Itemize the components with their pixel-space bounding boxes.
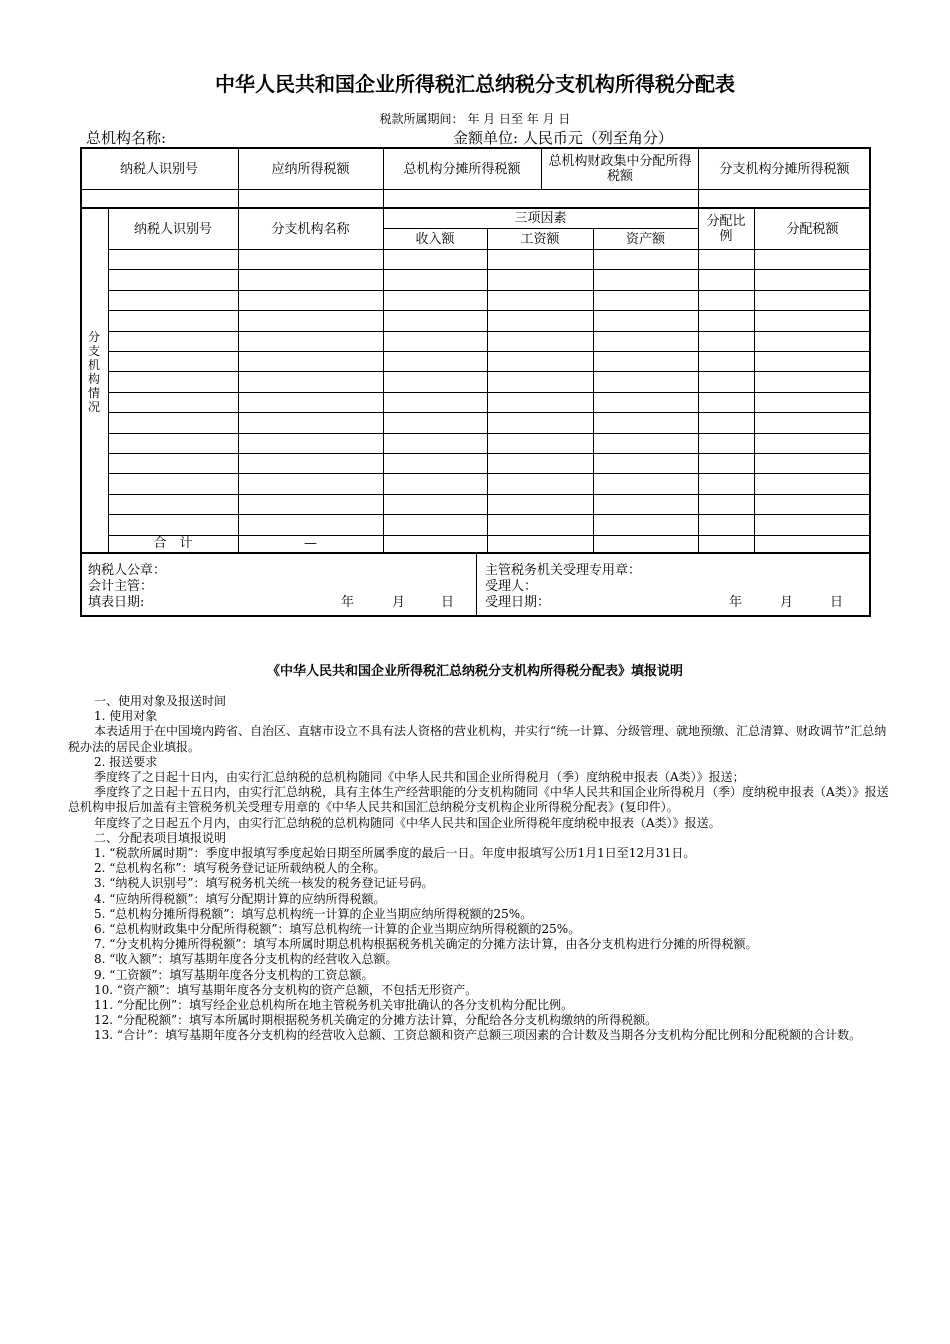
instruction-line: 8. “收入额”：填写基期年度各分支机构的经营收入总额。 [94, 952, 398, 967]
ratio-input[interactable] [698, 495, 754, 514]
tax-period-line: 税款所属期间： 年 月 日至 年 月 日 [379, 112, 571, 126]
branch-name-input[interactable] [238, 515, 383, 534]
assets-input[interactable] [593, 291, 698, 310]
revenue-input[interactable] [383, 454, 487, 473]
instruction-line: 12. “分配税额”：填写本所属时期根据税务机关确定的分摊方法计算，分配给各分支机构缴纳的所得税额。 [94, 1013, 658, 1028]
ratio-header: 分配比例 [706, 214, 746, 244]
ratio-input[interactable] [698, 454, 754, 473]
table-row-rule [108, 535, 871, 536]
assets-input[interactable] [593, 495, 698, 514]
instruction-line: 一、使用对象及报送时间 [94, 694, 227, 708]
wages-input[interactable] [487, 291, 593, 310]
wages-input[interactable] [487, 515, 593, 534]
instruction-line: 本表适用于在中国境内跨省、自治区、直辖市设立不具有法人资格的营业机构，并实行“统一计算、分级管理、就地预缴、汇总清算、财政调节”汇总纳税办法的居民企业填报。 [68, 724, 887, 754]
instruction-line: 3. “纳税人识别号”：填写税务机关统一核发的税务登记证号码。 [94, 876, 434, 891]
allocated-tax-input[interactable] [754, 291, 871, 310]
revenue-input[interactable] [383, 495, 487, 514]
assets-input[interactable] [593, 474, 698, 493]
assets-input[interactable] [593, 270, 698, 289]
assets-input[interactable] [593, 413, 698, 432]
ratio-input[interactable] [698, 413, 754, 432]
instruction-line: 1. 使用对象 [94, 709, 158, 724]
branch-tin-input[interactable] [108, 515, 238, 534]
wages-input[interactable] [487, 250, 593, 269]
receiver-label: 受理人： [485, 579, 538, 594]
ratio-input[interactable] [698, 250, 754, 269]
assets-input[interactable] [593, 434, 698, 453]
revenue-input[interactable] [383, 352, 487, 371]
ratio-input[interactable] [698, 332, 754, 351]
branch-name-input[interactable] [238, 454, 383, 473]
branch-name-input[interactable] [238, 474, 383, 493]
hq-tin-input[interactable] [80, 190, 238, 207]
ratio-input[interactable] [698, 372, 754, 391]
three-factors-header: 三项因素 [514, 211, 567, 226]
hq-shared-tax-header: 总机构分摊所得税额 [403, 161, 521, 177]
branch-name-input[interactable] [238, 413, 383, 432]
allocated-tax-input[interactable] [754, 454, 871, 473]
instruction-line: 9. “工资额”：填写基期年度各分支机构的工资总额。 [94, 967, 374, 982]
assets-input[interactable] [593, 372, 698, 391]
hq-central-tax-input[interactable] [541, 190, 698, 207]
ratio-input[interactable] [698, 291, 754, 310]
hq-tin-header: 纳税人识别号 [119, 161, 198, 177]
assets-input[interactable] [593, 393, 698, 412]
wages-input[interactable] [487, 352, 593, 371]
revenue-input[interactable] [383, 291, 487, 310]
branch-name-input[interactable] [238, 434, 383, 453]
ratio-input[interactable] [698, 352, 754, 371]
branch-tin-input[interactable] [108, 250, 238, 269]
revenue-input[interactable] [383, 332, 487, 351]
allocated-tax-input[interactable] [754, 250, 871, 269]
receive-date-day: 日 [830, 595, 844, 610]
wages-input[interactable] [487, 495, 593, 514]
branch-side-label: 分支机构情况 [87, 330, 100, 414]
revenue-input[interactable] [383, 250, 487, 269]
fill-date-day: 日 [441, 595, 455, 610]
revenue-input[interactable] [383, 434, 487, 453]
instruction-line: 年度终了之日起五个月内，由实行汇总纳税的总机构随同《中华人民共和国企业所得税年度纳税申报表（A类）》报送。 [94, 815, 721, 830]
branch-tin-input[interactable] [108, 413, 238, 432]
fill-date-label: 填表日期: [88, 595, 145, 610]
hq-payable-tax-input[interactable] [238, 190, 383, 207]
branch-tin-input[interactable] [108, 495, 238, 514]
branch-tin-input[interactable] [108, 311, 238, 330]
wages-input[interactable] [487, 393, 593, 412]
fill-date-month: 月 [392, 595, 406, 610]
wages-input[interactable] [487, 332, 593, 351]
assets-input[interactable] [593, 352, 698, 371]
branch-name-input[interactable] [238, 332, 383, 351]
branch-tin-header: 纳税人识别号 [133, 221, 212, 237]
revenue-input[interactable] [383, 393, 487, 412]
receive-date-label: 受理日期： [485, 595, 551, 610]
instruction-line: 11. “分配比例”：填写经企业总机构所在地主管税务机关审批确认的各分支机构分配比例。 [94, 998, 574, 1013]
branch-tin-input[interactable] [108, 352, 238, 371]
branch-shared-tax-header: 分支机构分摊所得税额 [719, 161, 850, 177]
allocated-tax-header: 分配税额 [786, 221, 839, 237]
wages-input[interactable] [487, 311, 593, 330]
fill-date-year: 年 [341, 595, 355, 610]
allocated-tax-input[interactable] [754, 413, 871, 432]
allocated-tax-input[interactable] [754, 270, 871, 289]
branch-tin-input[interactable] [108, 372, 238, 391]
assets-input[interactable] [593, 515, 698, 534]
allocated-tax-input[interactable] [754, 434, 871, 453]
hq-payable-tax-header: 应纳所得税额 [271, 161, 350, 177]
form-title: 中华人民共和国企业所得税汇总纳税分支机构所得税分配表 [215, 72, 735, 96]
instructions-title: 《中华人民共和国企业所得税汇总纳税分支机构所得税分配表》填报说明 [266, 664, 683, 679]
ratio-input[interactable] [698, 434, 754, 453]
ratio-input[interactable] [698, 515, 754, 534]
branch-name-input[interactable] [238, 250, 383, 269]
wages-input[interactable] [487, 270, 593, 289]
hq-name-label: 总机构名称: [86, 129, 167, 147]
tax-office-seal-label: 主管税务机关受理专用章： [485, 563, 642, 578]
branch-name-input[interactable] [238, 372, 383, 391]
table-rule [541, 147, 542, 190]
allocated-tax-input[interactable] [754, 393, 871, 412]
receive-date-year: 年 [729, 595, 743, 610]
hq-shared-tax-input[interactable] [383, 190, 541, 207]
branch-tin-input[interactable] [108, 332, 238, 351]
instruction-line: 1. “税款所属时期”：季度申报填写季度起始日期至所属季度的最后一日。年度申报填写公历1月1日至12月31日。 [94, 846, 696, 861]
wages-input[interactable] [487, 413, 593, 432]
branch-name-input[interactable] [238, 311, 383, 330]
branch-tin-input[interactable] [108, 474, 238, 493]
branch-tin-input[interactable] [108, 393, 238, 412]
branch-name-header: 分支机构名称 [271, 221, 350, 237]
branch-tin-input[interactable] [108, 434, 238, 453]
branch-name-input[interactable] [238, 270, 383, 289]
assets-input[interactable] [593, 332, 698, 351]
branch-shared-tax-input[interactable] [698, 190, 871, 207]
revenue-header: 收入额 [415, 231, 455, 247]
branch-name-input[interactable] [238, 393, 383, 412]
wages-input[interactable] [487, 434, 593, 453]
branch-tin-input[interactable] [108, 291, 238, 310]
amount-unit-label: 金额单位: 人民币元（列至角分） [453, 129, 673, 147]
revenue-input[interactable] [383, 372, 487, 391]
instruction-line: 6. “总机构财政集中分配所得税额”：填写总机构统一计算的企业当期应纳所得税额的25%。 [94, 922, 581, 937]
wages-input[interactable] [487, 454, 593, 473]
instruction-line: 2. 报送要求 [94, 754, 158, 769]
instruction-line: 7. “分支机构分摊所得税额”：填写本所属时期总机构根据税务机关确定的分摊方法计算，由各分支机构进行分摊的所得税额。 [94, 937, 758, 952]
revenue-input[interactable] [383, 474, 487, 493]
instructions-body [68, 694, 894, 1044]
instruction-line: 5. “总机构分摊所得税额”：填写总机构统一计算的企业当期应纳所得税额的25%。 [94, 906, 533, 921]
instruction-line: 2. “总机构名称”：填写税务登记证所载纳税人的全称。 [94, 861, 386, 876]
instruction-line: 二、分配表项目填报说明 [94, 830, 227, 845]
wages-input[interactable] [487, 474, 593, 493]
total-branch-name-value: — [304, 536, 317, 551]
assets-input[interactable] [593, 250, 698, 269]
table-rule [476, 553, 477, 617]
ratio-input[interactable] [698, 474, 754, 493]
total-label: 合 计 [153, 536, 193, 551]
ratio-input[interactable] [698, 393, 754, 412]
instruction-line: 10. “资产额”：填写基期年度各分支机构的资产总额，不包括无形资产。 [94, 982, 478, 997]
revenue-input[interactable] [383, 413, 487, 432]
branch-name-input[interactable] [238, 291, 383, 310]
revenue-input[interactable] [383, 515, 487, 534]
allocated-tax-input[interactable] [754, 352, 871, 371]
allocated-tax-input[interactable] [754, 332, 871, 351]
revenue-input[interactable] [383, 270, 487, 289]
receive-date-month: 月 [780, 595, 794, 610]
taxpayer-seal-label: 纳税人公章： [88, 563, 167, 578]
instruction-line: 季度终了之日起十五日内，由实行汇总纳税，具有主体生产经营职能的分支机构随同《中华人民共和国企业所得税月（季）度纳税申报表（A类）》报送总机构申报后加盖有主管税务机关受理专用章的《中华人民共和国汇总纳税分支机构企业所得税分配表》(复印件）。 [68, 785, 889, 815]
branch-tin-input[interactable] [108, 454, 238, 473]
revenue-input[interactable] [383, 311, 487, 330]
hq-central-tax-header: 总机构财政集中分配所得税额 [548, 154, 692, 184]
assets-input[interactable] [593, 311, 698, 330]
allocated-tax-input[interactable] [754, 474, 871, 493]
wages-header: 工资额 [520, 231, 560, 247]
allocated-tax-input[interactable] [754, 515, 871, 534]
assets-input[interactable] [593, 454, 698, 473]
allocated-tax-input[interactable] [754, 372, 871, 391]
wages-input[interactable] [487, 372, 593, 391]
branch-name-input[interactable] [238, 495, 383, 514]
ratio-input[interactable] [698, 270, 754, 289]
accountant-label: 会计主管： [88, 579, 154, 594]
instruction-line: 季度终了之日起十日内，由实行汇总纳税的总机构随同《中华人民共和国企业所得税月（季）度纳税申报表（A类）》报送； [94, 770, 745, 785]
branch-name-input[interactable] [238, 352, 383, 371]
instruction-line: 13. “合计”：填写基期年度各分支机构的经营收入总额、工资总额和资产总额三项因素的合计数及当期各分支机构分配比例和分配税额的合计数。 [94, 1028, 862, 1043]
ratio-input[interactable] [698, 311, 754, 330]
allocated-tax-input[interactable] [754, 495, 871, 514]
instruction-line: 4. “应纳所得税额”：填写分配期计算的应纳所得税额。 [94, 891, 386, 906]
allocated-tax-input[interactable] [754, 311, 871, 330]
assets-header: 资产额 [625, 231, 665, 247]
branch-tin-input[interactable] [108, 270, 238, 289]
